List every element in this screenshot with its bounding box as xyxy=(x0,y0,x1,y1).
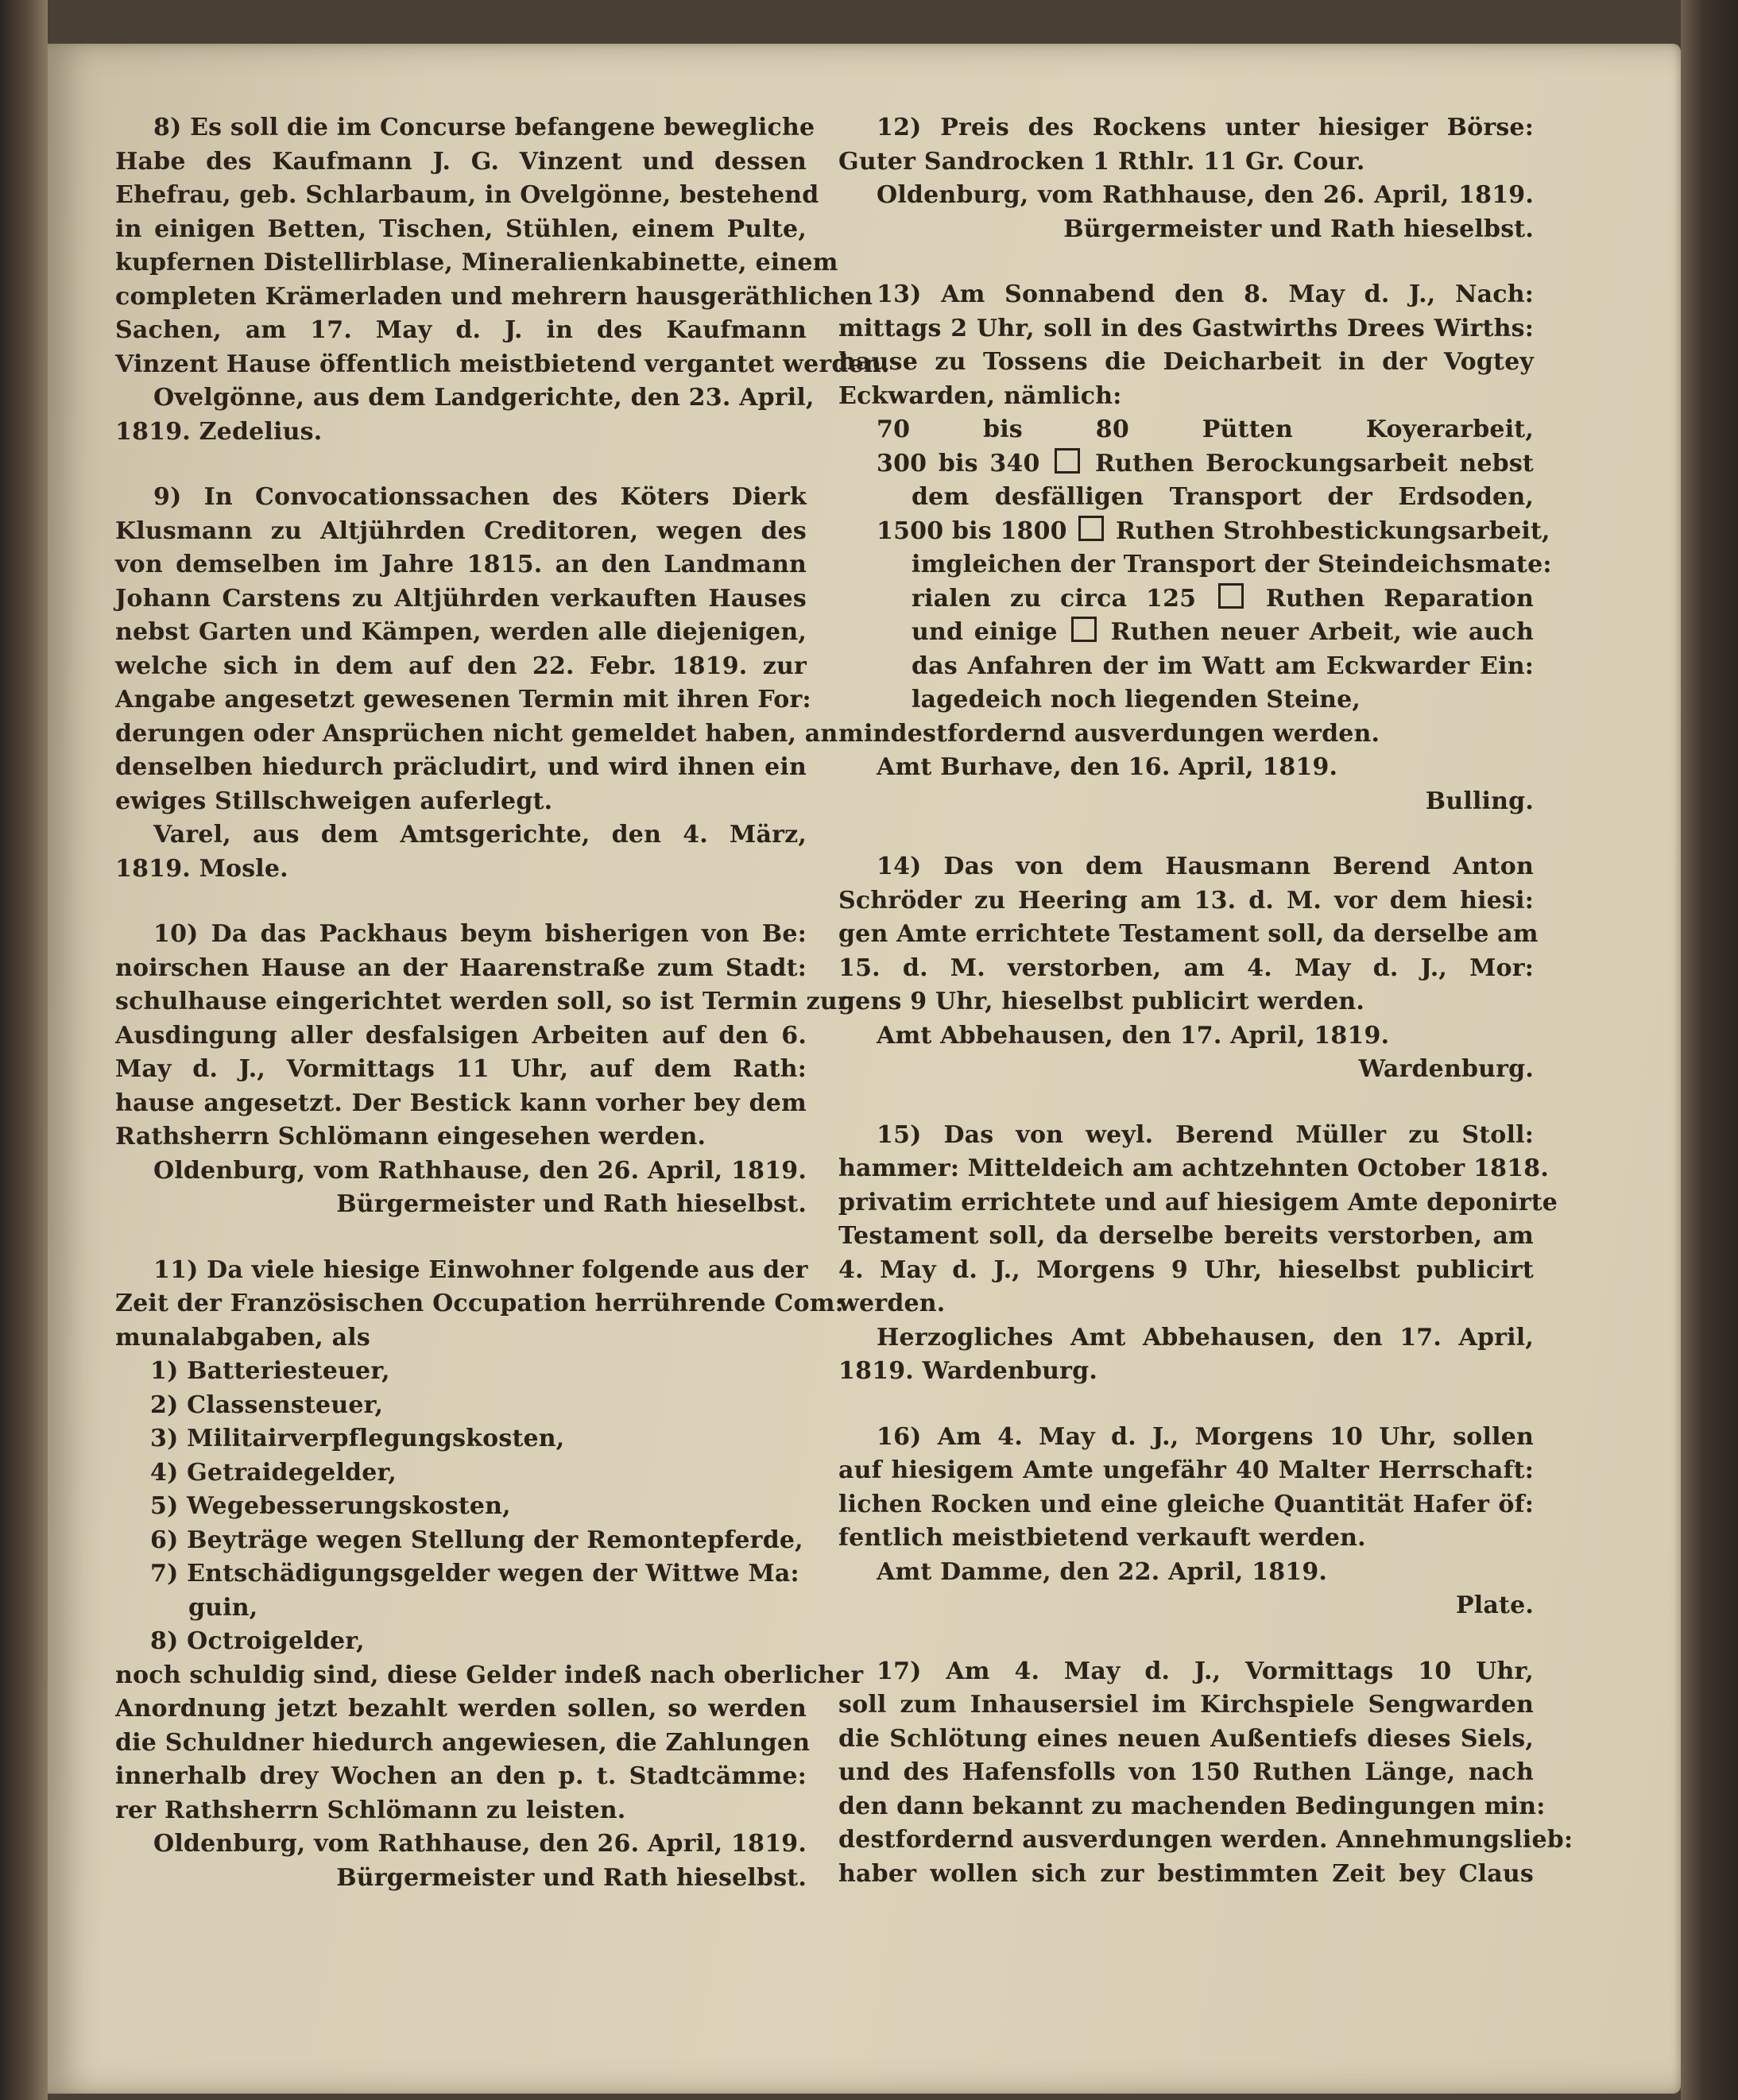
left-column xyxy=(115,111,890,1895)
square-rod-symbol xyxy=(1218,583,1244,609)
text-line: 10) Da das Packhaus beym bisherigen von Be: xyxy=(153,920,807,948)
text-line: 13) Am Sonnabend den 8. May d. J., Nach: xyxy=(877,280,1534,308)
square-rod-symbol xyxy=(1055,448,1080,474)
text-line: Ehefrau, geb. Schlarbaum, in Ovelgönne, bestehend xyxy=(115,181,819,209)
text-line: derungen oder Ansprüchen nicht gemeldet haben, an xyxy=(115,719,838,748)
text-line: Johann Carstens zu Altjührden verkauften Hauses xyxy=(115,584,807,613)
page-edge-shadow xyxy=(1681,0,1738,2100)
text-line: gens 9 Uhr, hieselbst publicirt werden. xyxy=(838,988,1365,1015)
text-line: 7) Entschädigungsgelder wegen der Wittwe Ma: xyxy=(150,1560,799,1588)
text-line: Oldenburg, vom Rathhause, den 26. April, 1819. xyxy=(153,1830,807,1858)
text-line: die Schlötung eines neuen Außentiefs dieses Siels, xyxy=(838,1724,1534,1753)
text-line: 8) Octroigelder, xyxy=(150,1627,365,1655)
text-line: Herzogliches Amt Abbehausen, den 17. April, xyxy=(877,1323,1534,1352)
text-line: welche sich in dem auf den 22. Febr. 1819. zur xyxy=(115,652,807,680)
square-rod-symbol xyxy=(1078,516,1104,541)
text-line: 1819. Wardenburg. xyxy=(838,1357,1098,1385)
text-line: Oldenburg, vom Rathhause, den 26. April, 1819. xyxy=(153,1156,807,1185)
text-line: Wardenburg. xyxy=(1358,1055,1534,1083)
text-line: Amt Abbehausen, den 17. April, 1819. xyxy=(877,1021,1390,1050)
text-line: completen Krämerladen und mehrern hausgeräthlichen xyxy=(115,282,873,311)
paragraph-gap xyxy=(115,886,807,918)
text-line: rialen zu circa 125 Ruthen Reparation xyxy=(912,584,1534,613)
text-line: 16) Am 4. May d. J., Morgens 10 Uhr, sollen xyxy=(877,1422,1534,1451)
text-line: und einige Ruthen neuer Arbeit, wie auch xyxy=(912,618,1534,646)
text-line: hause zu Tossens die Deicharbeit in der Vogtey xyxy=(838,348,1534,376)
text-line: 15) Das von weyl. Berend Müller zu Stoll: xyxy=(877,1120,1534,1149)
text-line: 2) Classensteuer, xyxy=(150,1390,384,1419)
right-column xyxy=(838,111,1573,1891)
text-line: ewiges Stillschweigen auferlegt. xyxy=(115,787,553,815)
text-line: innerhalb drey Wochen an den p. t. Stadtcämme: xyxy=(115,1762,807,1790)
text-line: 12) Preis des Rockens unter hiesiger Börse: xyxy=(877,114,1534,141)
text-line: fentlich meistbietend verkauft werden. xyxy=(838,1524,1366,1552)
text-line: soll zum Inhausersiel im Kirchspiele Sengwarden xyxy=(838,1691,1534,1719)
text-line: 4. May d. J., Morgens 9 Uhr, hieselbst publicirt xyxy=(838,1255,1534,1284)
text-line: 9) In Convocationssachen des Köters Dierk xyxy=(153,483,807,511)
text-line: 17) Am 4. May d. J., Vormittags 10 Uhr, xyxy=(877,1657,1534,1685)
text-line: imgleichen der Transport der Steindeichsmate: xyxy=(912,551,1552,578)
text-line: dem desfälligen Transport der Erdsoden, xyxy=(912,483,1534,511)
text-line: Testament soll, da derselbe bereits verstorben, am xyxy=(838,1222,1534,1250)
text-line: den dann bekannt zu machenden Bedingungen min: xyxy=(838,1792,1546,1820)
paragraph-gap xyxy=(838,818,1534,850)
text-line: noirschen Hause an der Haarenstraße zum Stadt: xyxy=(115,953,807,982)
text-line: Anordnung jetzt bezahlt werden sollen, so werden xyxy=(115,1695,807,1723)
text-line: 3) Militairverpflegungskosten, xyxy=(150,1425,565,1452)
text-line: Amt Damme, den 22. April, 1819. xyxy=(877,1557,1328,1586)
text-line: und des Hafensfolls von 150 Ruthen Länge, nach xyxy=(838,1758,1534,1786)
paragraph-gap xyxy=(838,1087,1534,1119)
text-line: nebst Garten und Kämpen, werden alle diejenigen, xyxy=(115,618,807,646)
text-line: von demselben im Jahre 1815. an den Landmann xyxy=(115,551,807,578)
text-line: haber wollen sich zur bestimmten Zeit bey Claus xyxy=(838,1859,1534,1888)
paragraph-gap xyxy=(115,1222,807,1254)
text-line: hammer: Mitteldeich am achtzehnten October 1818. xyxy=(838,1154,1549,1182)
text-line: destfordernd ausverdungen werden. Annehmungslieb: xyxy=(838,1826,1573,1854)
text-line: Schröder zu Heering am 13. d. M. vor dem hiesi: xyxy=(838,886,1534,915)
text-line: in einigen Betten, Tischen, Stühlen, einem Pulte, xyxy=(115,215,807,243)
text-line: kupfernen Distellirblase, Mineralienkabinette, einem xyxy=(115,249,838,277)
text-line: Sachen, am 17. May d. J. in des Kaufmann xyxy=(115,316,807,344)
text-line: denselben hiedurch präcludirt, und wird ihnen ein xyxy=(115,753,807,781)
book-spine xyxy=(0,0,48,2100)
text-line: 1500 bis 1800 Ruthen Strohbestickungsarbeit, xyxy=(877,516,1550,545)
text-line: Ausdingung aller desfalsigen Arbeiten auf den 6. xyxy=(115,1021,807,1050)
text-line: die Schuldner hiedurch angewiesen, die Zahlungen xyxy=(115,1728,811,1757)
text-line: 1819. Zedelius. xyxy=(115,417,323,446)
text-line: 5) Wegebesserungskosten, xyxy=(150,1492,511,1520)
text-line: auf hiesigem Amte ungefähr 40 Malter Herrschaft: xyxy=(838,1456,1534,1484)
text-line: rer Rathsherrn Schlömann zu leisten. xyxy=(115,1796,626,1824)
text-line: munalabgaben, als xyxy=(115,1323,370,1352)
text-line: Klusmann zu Altjührden Creditoren, wegen des xyxy=(115,516,807,545)
text-line: Rathsherrn Schlömann eingesehen werden. xyxy=(115,1123,706,1151)
text-line: 6) Beyträge wegen Stellung der Remontepferde, xyxy=(150,1526,803,1554)
text-line: lagedeich noch liegenden Steine, xyxy=(912,686,1361,714)
text-line: Amt Burhave, den 16. April, 1819. xyxy=(877,753,1338,781)
text-line: Vinzent Hause öffentlich meistbietend vergantet werden. xyxy=(115,350,890,378)
text-line: werden. xyxy=(838,1290,946,1317)
text-line: Plate. xyxy=(1456,1591,1534,1619)
text-line: 1819. Mosle. xyxy=(115,854,288,883)
text-line: privatim errichtete und auf hiesigem Amte deponirte xyxy=(838,1188,1558,1216)
paragraph-gap xyxy=(838,246,1534,278)
text-line: noch schuldig sind, diese Gelder indeß nach oberlicher xyxy=(115,1661,864,1689)
text-line: Bürgermeister und Rath hieselbst. xyxy=(1063,215,1534,243)
paragraph-gap xyxy=(838,1623,1534,1655)
text-line: May d. J., Vormittags 11 Uhr, auf dem Rath: xyxy=(115,1055,807,1083)
text-line: 1) Batteriesteuer, xyxy=(150,1357,390,1385)
text-line: das Anfahren der im Watt am Eckwarder Ein: xyxy=(912,652,1534,680)
text-line: mindestfordernd ausverdungen werden. xyxy=(838,719,1380,748)
text-line: Angabe angesetzt gewesenen Termin mit ihren For: xyxy=(115,686,811,714)
text-line: Bürgermeister und Rath hieselbst. xyxy=(336,1863,807,1892)
text-line: mittags 2 Uhr, soll in des Gastwirths Drees Wirths: xyxy=(838,314,1534,342)
text-line: gen Amte errichtete Testament soll, da derselbe am xyxy=(838,920,1539,948)
text-line: 15. d. M. verstorben, am 4. May d. J., Mor: xyxy=(838,953,1534,982)
text-line: Bürgermeister und Rath hieselbst. xyxy=(336,1190,807,1218)
text-line: guin, xyxy=(188,1593,258,1622)
text-line: 4) Getraidegelder, xyxy=(150,1458,397,1487)
text-line: 11) Da viele hiesige Einwohner folgende aus der xyxy=(153,1255,808,1284)
square-rod-symbol xyxy=(1071,617,1097,642)
text-line: Bulling. xyxy=(1425,787,1534,815)
text-line: Habe des Kaufmann J. G. Vinzent und dessen xyxy=(115,147,807,176)
paragraph-gap xyxy=(838,1389,1534,1421)
text-line: Varel, aus dem Amtsgerichte, den 4. März, xyxy=(153,821,807,849)
text-line: Eckwarden, nämlich: xyxy=(838,381,1122,410)
text-line: 14) Das von dem Hausmann Berend Anton xyxy=(877,853,1534,880)
paragraph-gap xyxy=(115,449,807,481)
text-line: 70 bis 80 Pütten Koyerarbeit, xyxy=(877,416,1534,443)
text-line: schulhause eingerichtet werden soll, so ist Termin zur xyxy=(115,988,850,1015)
text-line: 8) Es soll die im Concurse befangene bewegliche xyxy=(153,114,815,141)
text-line: 300 bis 340 Ruthen Berockungsarbeit nebst xyxy=(877,449,1534,478)
text-line: Zeit der Französischen Occupation herrührende Com: xyxy=(115,1290,844,1317)
text-line: Oldenburg, vom Rathhause, den 26. April, 1819. xyxy=(877,181,1534,209)
text-line: hause angesetzt. Der Bestick kann vorher bey dem xyxy=(115,1089,807,1117)
text-line: Ovelgönne, aus dem Landgerichte, den 23. April, xyxy=(153,384,815,412)
text-line: lichen Rocken und eine gleiche Quantität Hafer öf: xyxy=(838,1490,1534,1518)
text-line: Guter Sandrocken 1 Rthlr. 11 Gr. Cour. xyxy=(838,147,1365,176)
